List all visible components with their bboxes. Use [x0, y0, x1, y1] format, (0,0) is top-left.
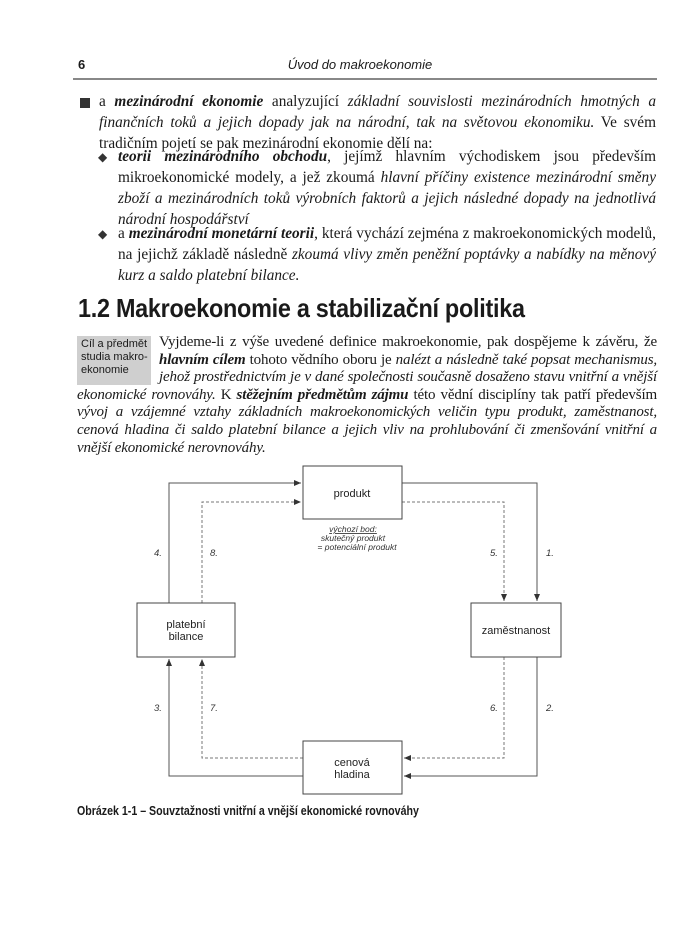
step-label: 5.: [490, 548, 498, 559]
bullet-international-economics: [99, 91, 656, 154]
emphasis: nalézt a následně také popsat mechanismus, jehož prostřednictvím je v dané společnosti současně dosaženo stavu vnitřní a vnější ekonomické rovnováhy.: [77, 351, 657, 403]
text: a: [118, 225, 129, 242]
term: mezinárodní monetární teorii: [128, 225, 315, 242]
emphasis: základní souvislosti mezinárodních hmotných a finančních toků a jejich dopady jak na národní, tak na světovou ekonomiku.: [99, 93, 656, 131]
margin-note: Cíl a předmět studia makroekonomie: [77, 336, 151, 385]
section-paragraph: [77, 334, 657, 457]
node-label: platební: [166, 619, 206, 631]
text: Vyjdeme-li z výše uvedené definice makroekonomie, pak dospějeme k závěru, že: [159, 334, 657, 350]
step-label: 4.: [154, 548, 162, 559]
running-title: Úvod do makroekonomie: [287, 57, 433, 72]
arrow-5: [402, 502, 504, 601]
figure-caption: Obrázek 1-1 – Souvztažnosti vnitřní a vnější ekonomické rovnováhy: [77, 804, 419, 818]
diamond-bullet-icon: ◆: [98, 150, 108, 164]
step-label: 3.: [154, 703, 162, 714]
arrow-4: [169, 483, 301, 603]
text: tohoto vědního oboru je: [245, 351, 396, 368]
term: hlavním cílem: [159, 351, 246, 368]
emphasis: vývoj a vzájemné vztahy základních makroekonomických veličin typu produkt, zaměstnanost, cenová hladina či saldo platební bilance a jejich vliv na prohlubování či zmenšování vnitřní a vnější ekonomické nerovnováhy.: [77, 404, 657, 456]
text: K: [215, 386, 237, 403]
step-label: 7.: [210, 703, 218, 714]
term: teorii mezinárodního obchodu: [118, 148, 328, 165]
subbullet-trade-theory: [118, 146, 656, 230]
arrow-6: [404, 657, 504, 758]
term: mezinárodní ekonomie: [114, 93, 264, 110]
node-label: produkt: [333, 488, 371, 500]
text: analyzující: [263, 93, 348, 110]
diamond-bullet-icon: ◆: [98, 227, 108, 241]
note-line: skutečný produkt: [320, 533, 386, 543]
step-label: 6.: [490, 703, 498, 714]
node-label: cenová: [334, 757, 370, 769]
text: , která vychází zejména z makroekonomických modelů, na jejichž základě následně: [118, 225, 657, 263]
step-label: 8.: [210, 548, 218, 559]
arrow-1: [402, 483, 537, 601]
emphasis: zkoumá vlivy změn peněžní poptávky a nabídky na měnový kurz a saldo platební bilance.: [118, 246, 656, 284]
note-start-point: výchozí bod:: [329, 524, 377, 534]
step-label: 2.: [546, 703, 554, 714]
emphasis: hlavní příčiny existence mezinárodní směny zboží a mezinárodních toků výrobních faktorů a jejich následné dopady na jednotlivá národní hospodářství: [118, 169, 656, 228]
note-line: = potenciální produkt: [317, 542, 397, 552]
node-label: zaměstnanost: [481, 625, 551, 637]
text: , jejímž hlavním východiskem jsou především mikroekonomické modely, a jež zkoumá: [118, 148, 656, 186]
text: této vědní disciplíny tak patří především: [408, 386, 657, 403]
step-label: 1.: [546, 548, 554, 559]
subbullet-monetary-theory: [118, 223, 656, 286]
page-number: 6: [78, 57, 86, 72]
term: stěžejním předmětům zájmu: [236, 386, 409, 403]
text: Ve svém tradičním pojetí se pak mezinárodní ekonomie dělí na:: [99, 114, 656, 152]
node-label: hladina: [334, 769, 370, 781]
text: a: [99, 93, 115, 110]
node-label: bilance: [168, 631, 204, 643]
section-heading: 1.2 Makroekonomie a stabilizační politika: [78, 293, 525, 323]
